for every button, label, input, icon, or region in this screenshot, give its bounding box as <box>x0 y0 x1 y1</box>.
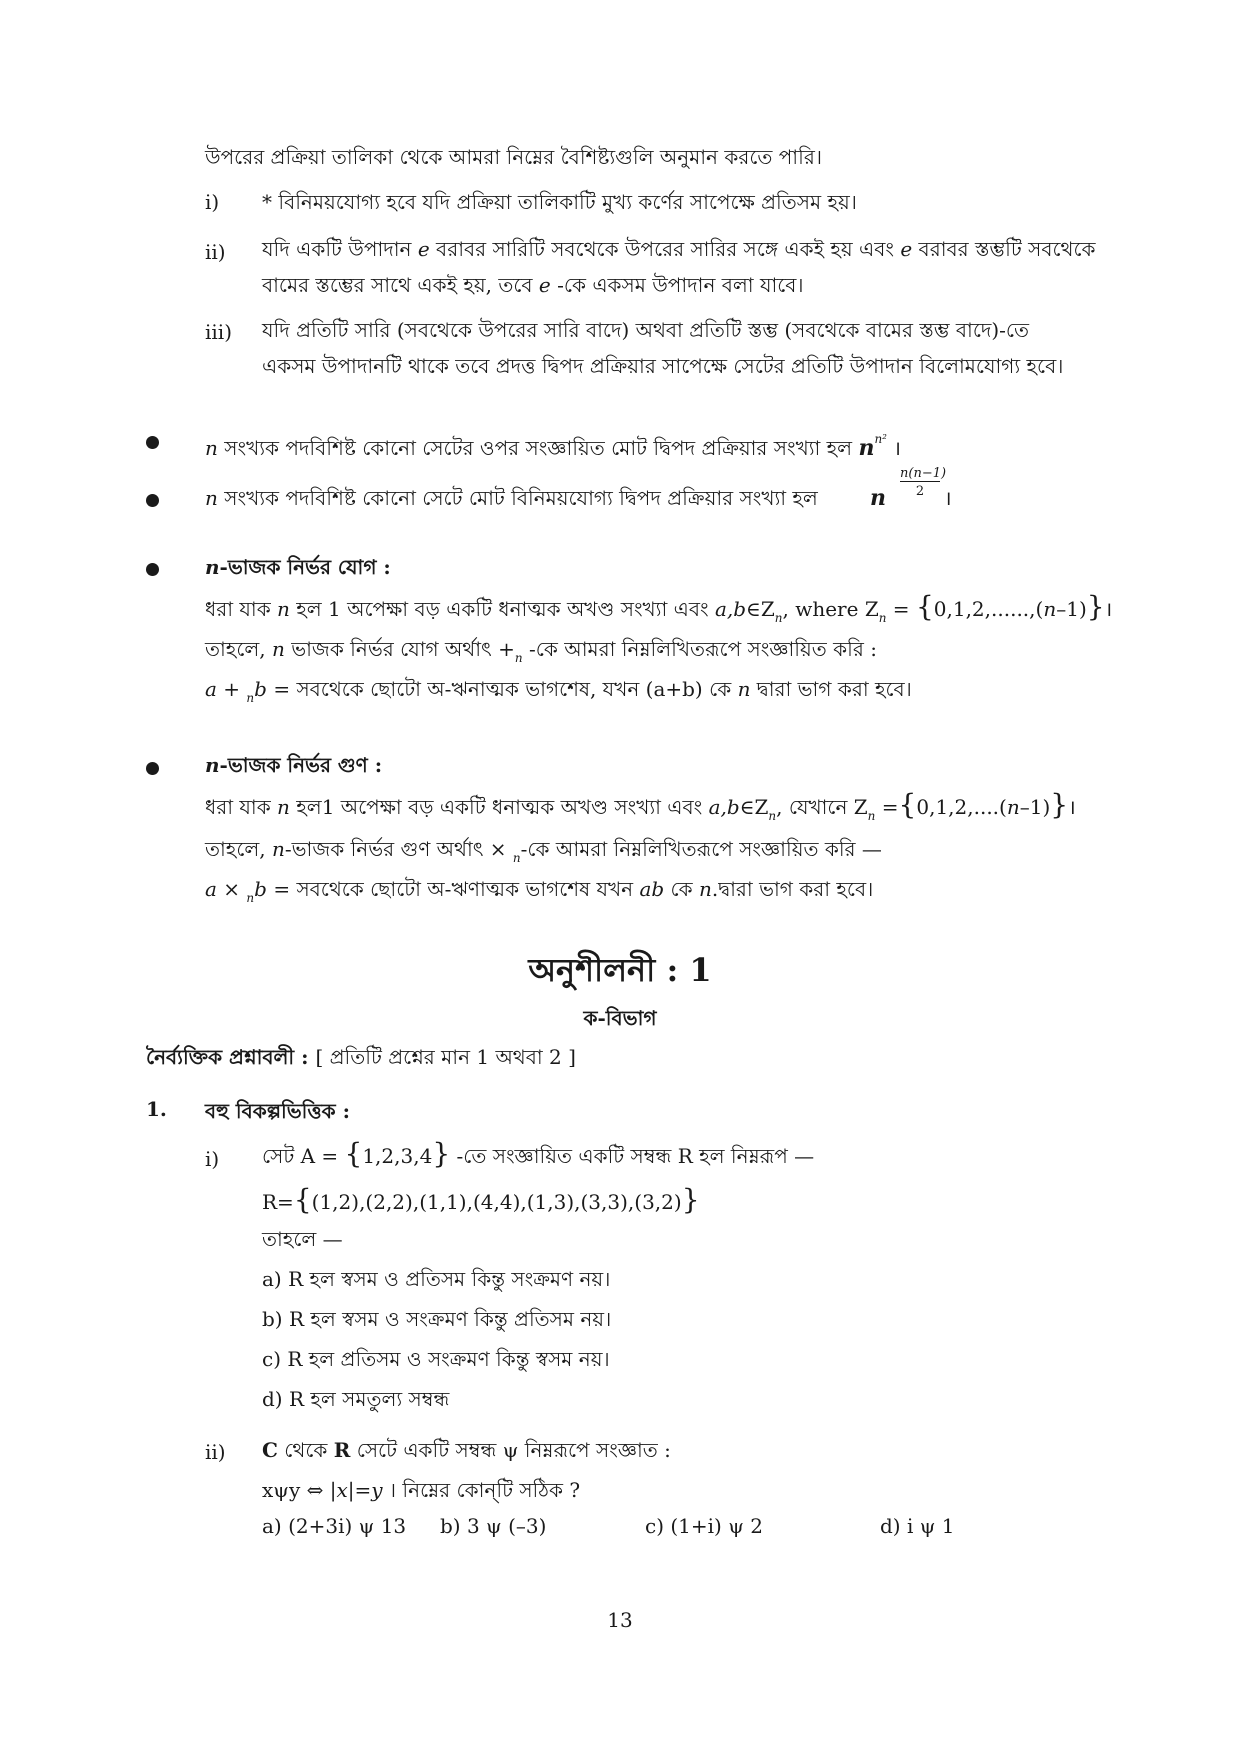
mul-times1: × <box>489 837 513 861</box>
property-text-3-line2: একসম উপাদানটি থাকে তবে প্রদত্ত দ্বিপদ প্রক্রিয়ার সাপেক্ষে সেটের প্রতিটি উপাদান বিলোমযোগ্য হবে। <box>262 354 1064 378</box>
add-l3a: = সবথেকে ছোটো অ-ঋনাত্মক ভাগশেষ, যখন <box>266 677 646 701</box>
multiplication-heading <box>205 748 382 782</box>
mul-set: 0,1,2,....( <box>916 795 1007 819</box>
mul-Z1: Z <box>754 795 769 819</box>
p2-e2: e <box>900 237 913 261</box>
add-sumexpr: (a+b) <box>645 677 703 701</box>
question-number: 1. <box>146 1097 167 1121</box>
mul-n4: n <box>699 877 712 901</box>
property-text-2-line1 <box>262 232 1096 266</box>
property-text-3-line1: যদি প্রতিটি সারি (সবথেকে উপরের সারি বাদে) অথবা প্রতিটি স্তম্ভ (সবথেকে বামের স্তম্ভ বাদে)-তে <box>262 318 1030 342</box>
property-label-3: iii) <box>205 320 232 344</box>
add-in: ∈ <box>746 597 761 621</box>
mul-where: , যেখানে <box>776 795 854 819</box>
add-sub1: n <box>774 611 783 625</box>
add-n2: n <box>1043 597 1057 621</box>
add-l2b: ভাজক নির্ভর যোগ অর্থাৎ + <box>284 637 515 661</box>
bullet-2-text <box>205 481 818 515</box>
add-where: , where <box>782 597 865 621</box>
bullet-dot-2 <box>146 494 159 507</box>
addition-line-3 <box>205 672 912 715</box>
bullet-1-body: সংখ্যক পদবিশিষ্ট কোনো সেটের ওপর সংজ্ঞায়িত মোট দ্বিপদ প্রক্রিয়ার সংখ্যা হল <box>217 436 859 460</box>
property-1-content: * বিনিময়যোগ্য হবে যদি প্রক্রিয়া তালিকাটি মুখ্য কর্ণের সাপেক্ষে প্রতিসম হয়। <box>262 190 857 214</box>
section-title: ক-বিভাগ <box>583 1006 657 1030</box>
add-l1b: হল 1 অপেক্ষা বড় একটি ধনাত্মক অখণ্ড সংখ্যা এবং <box>289 597 715 621</box>
mul-b: b <box>254 877 267 901</box>
p2-d: বামের স্তম্ভের সাথে একই হয়, তবে <box>262 273 539 297</box>
mul-l2b: -ভাজক নির্ভর গুণ অর্থাৎ <box>284 837 490 861</box>
mul-l1a: ধরা যাক <box>205 795 278 819</box>
mul-times2: × <box>216 877 247 901</box>
property-label-2: ii) <box>205 240 226 264</box>
add-ab: a,b <box>714 597 747 621</box>
s2-l1b: সেটে একটি সম্বন্ধ ψ নিম্নরূপে সংজ্ঞাত : <box>350 1438 671 1462</box>
objective-questions-line <box>146 1040 576 1074</box>
addition-n: n <box>205 555 220 579</box>
mult-heading-text: -ভাজক নির্ভর গুণ : <box>219 753 383 777</box>
add-l3b: কে <box>702 677 738 701</box>
subq-2-option-b[interactable]: b) 3 ψ (–3) <box>440 1514 547 1538</box>
s2-l1a: থেকে <box>277 1438 334 1462</box>
subq-2-label: ii) <box>205 1440 226 1464</box>
mul-ab: a,b <box>708 795 740 819</box>
subq-2-line-1 <box>262 1433 671 1467</box>
mul-sub4: n <box>246 891 255 905</box>
add-a: a <box>205 677 217 701</box>
mul-rbrace: } <box>1050 788 1069 821</box>
question-type: বহু বিকল্পভিত্তিক : <box>205 1099 350 1123</box>
p2-b: বরাবর সারিটি সবথেকে উপরের সারির সঙ্গে একই হয় এবং <box>429 237 901 261</box>
mul-abprod: ab <box>639 877 665 901</box>
mul-lbrace: { <box>898 788 917 821</box>
add-n4: n <box>737 677 751 701</box>
subq-1-line-1 <box>262 1139 814 1173</box>
mult-n: n <box>205 753 220 777</box>
property-label-1: i) <box>205 190 220 214</box>
mul-eq: = <box>875 795 899 819</box>
subq-1-option-d[interactable]: d) R হল সমতুল্য সম্বন্ধ <box>262 1387 450 1411</box>
mul-sub1: n <box>768 809 777 823</box>
subq-2-line-2 <box>262 1473 580 1507</box>
subq-1-option-c[interactable]: c) R হল প্রতিসম ও সংক্রমণ কিন্তু স্বসম নয়। <box>262 1347 610 1371</box>
subq-2-option-d[interactable]: d) i ψ 1 <box>880 1514 955 1538</box>
add-lbrace: { <box>915 590 934 623</box>
p2-c: বরাবর স্তম্ভটি সবথেকে <box>912 237 1096 261</box>
s2-l2b: |x|=y <box>329 1478 383 1502</box>
bullet-1-base: n <box>858 435 875 461</box>
mul-sub3: n <box>512 851 521 865</box>
add-Z1: Z <box>760 597 775 621</box>
bullet-2-exp-denominator: 2 <box>915 484 925 499</box>
s1-rel-rbrace: } <box>681 1183 700 1216</box>
addition-line-2 <box>205 632 877 675</box>
s1-lbrace: { <box>344 1137 363 1170</box>
add-sub3: n <box>514 651 523 665</box>
p2-e3: e <box>538 273 551 297</box>
mul-n1: n <box>277 795 290 819</box>
s1-rel-lbrace: { <box>293 1183 312 1216</box>
add-b: b <box>254 677 267 701</box>
mul-n3: n <box>271 837 285 861</box>
add-plus: + <box>216 677 247 701</box>
p2-f: -কে একসম উপাদান বলা যাবে। <box>550 273 804 297</box>
s2-C: C <box>262 1438 278 1462</box>
add-sub4: n <box>246 691 255 705</box>
s2-R: R <box>333 1438 351 1462</box>
multiplication-line-1 <box>205 790 1076 833</box>
subq-1-label: i) <box>205 1147 220 1171</box>
s1-l1b: -তে সংজ্ঞায়িত একটি সম্বন্ধ R হল নিম্নরূপ — <box>450 1144 815 1168</box>
subq-2-option-a[interactable]: a) (2+3i) ψ 13 <box>262 1514 407 1538</box>
bullet-1-text <box>205 422 901 465</box>
addition-heading <box>205 550 391 584</box>
add-minus1: –1) <box>1056 597 1087 621</box>
mul-l1b: হল1 অপেক্ষা বড় একটি ধনাত্মক অখণ্ড সংখ্যা এবং <box>289 795 709 819</box>
add-l2c: -কে আমরা নিম্নলিখিতরূপে সংজ্ঞায়িত করি : <box>522 637 877 661</box>
exercise-title: অনুশীলনী : 1 <box>528 951 712 989</box>
bullet-2-n: n <box>205 486 218 510</box>
add-dari: । <box>1104 597 1113 621</box>
mul-dari: । <box>1068 795 1076 819</box>
s2-l2c: । নিম্নের কোন্‌টি সঠিক ? <box>382 1478 581 1502</box>
add-n1: n <box>277 597 290 621</box>
mul-l3c: .দ্বারা ভাগ করা হবে। <box>711 877 874 901</box>
page-number: 13 <box>607 1608 633 1632</box>
bullet-2-exp-numerator: n(n−1) <box>900 466 947 481</box>
multiplication-line-2 <box>205 832 882 875</box>
addition-line-1 <box>205 592 1112 635</box>
bullet-1-exp: n² <box>874 432 887 446</box>
add-rbrace: } <box>1086 590 1105 623</box>
bullet-1-n: n <box>205 436 218 460</box>
mul-l3b: কে <box>664 877 699 901</box>
bullet-dot-3 <box>146 563 159 576</box>
mul-in: ∈ <box>739 795 755 819</box>
add-Z2: Z <box>864 597 879 621</box>
subq-2-option-c[interactable]: c) (1+i) ψ 2 <box>645 1514 763 1538</box>
s1-l1a: সেট A = <box>262 1144 345 1168</box>
bullet-2-body: সংখ্যক পদবিশিষ্ট কোনো সেটে মোট বিনিময়যোগ্য দ্বিপদ প্রক্রিয়ার সংখ্যা হল <box>217 486 818 510</box>
mul-a: a <box>205 877 217 901</box>
intro-line <box>205 140 822 174</box>
mul-n2: n <box>1006 795 1020 819</box>
s2-l2a: xψy ⇔ <box>262 1478 330 1502</box>
add-l1a: ধরা যাক <box>205 597 278 621</box>
add-set: 0,1,2,......,( <box>933 597 1044 621</box>
bullet-2-base: n <box>870 485 886 511</box>
add-l2a: তাহলে, <box>205 637 272 661</box>
s1-rbrace: } <box>432 1137 451 1170</box>
add-eq: = <box>886 597 916 621</box>
bullet-1-end: । <box>887 436 901 460</box>
addition-heading-text: -ভাজক নির্ভর যোগ : <box>219 555 391 579</box>
add-l3c: দ্বারা ভাগ করা হবে। <box>750 677 912 701</box>
intro-text: উপরের প্রক্রিয়া তালিকা থেকে আমরা নিম্নের বৈশিষ্ট্যগুলি অনুমান করতে পারি। <box>205 145 822 169</box>
objective-note: [ প্রতিটি প্রশ্নের মান 1 অথবা 2 ] <box>315 1045 576 1069</box>
s1-set: 1,2,3,4 <box>362 1144 433 1168</box>
property-text-2-line2 <box>262 268 804 302</box>
bullet-dot-1 <box>146 436 159 449</box>
s1-relation: (1,2),(2,2),(1,1),(4,4),(1,3),(3,3),(3,2) <box>311 1190 682 1214</box>
p2-e1: e <box>417 237 430 261</box>
multiplication-line-3 <box>205 872 873 915</box>
p2-a: যদি একটি উপাদান <box>262 237 418 261</box>
objective-label: নৈর্ব্যক্তিক প্রশ্নাবলী : <box>146 1045 316 1069</box>
s1-rel-prefix: R= <box>262 1190 294 1214</box>
subq-1-relation <box>262 1185 700 1219</box>
property-text-1 <box>262 185 857 219</box>
mul-minus1: –1) <box>1019 795 1051 819</box>
bullet-2-end: । <box>944 486 952 510</box>
add-n3: n <box>271 637 285 661</box>
subq-1-option-b[interactable]: b) R হল স্বসম ও সংক্রমণ কিন্তু প্রতিসম নয়। <box>262 1307 612 1331</box>
mul-Z2: Z <box>853 795 868 819</box>
mul-sub2: n <box>867 809 876 823</box>
bullet-dot-4 <box>146 762 159 775</box>
subq-1-then: তাহলে — <box>262 1227 343 1251</box>
mul-l2a: তাহলে, <box>205 837 272 861</box>
subq-1-option-a[interactable]: a) R হল স্বসম ও প্রতিসম কিন্তু সংক্রমণ নয়। <box>262 1267 611 1291</box>
mul-l3a: = সবথেকে ছোটো অ-ঋণাত্মক ভাগশেষ যখন <box>266 877 640 901</box>
add-sub2: n <box>878 611 887 625</box>
mul-l2c: -কে আমরা নিম্নলিখিতরূপে সংজ্ঞায়িত করি — <box>520 837 882 861</box>
